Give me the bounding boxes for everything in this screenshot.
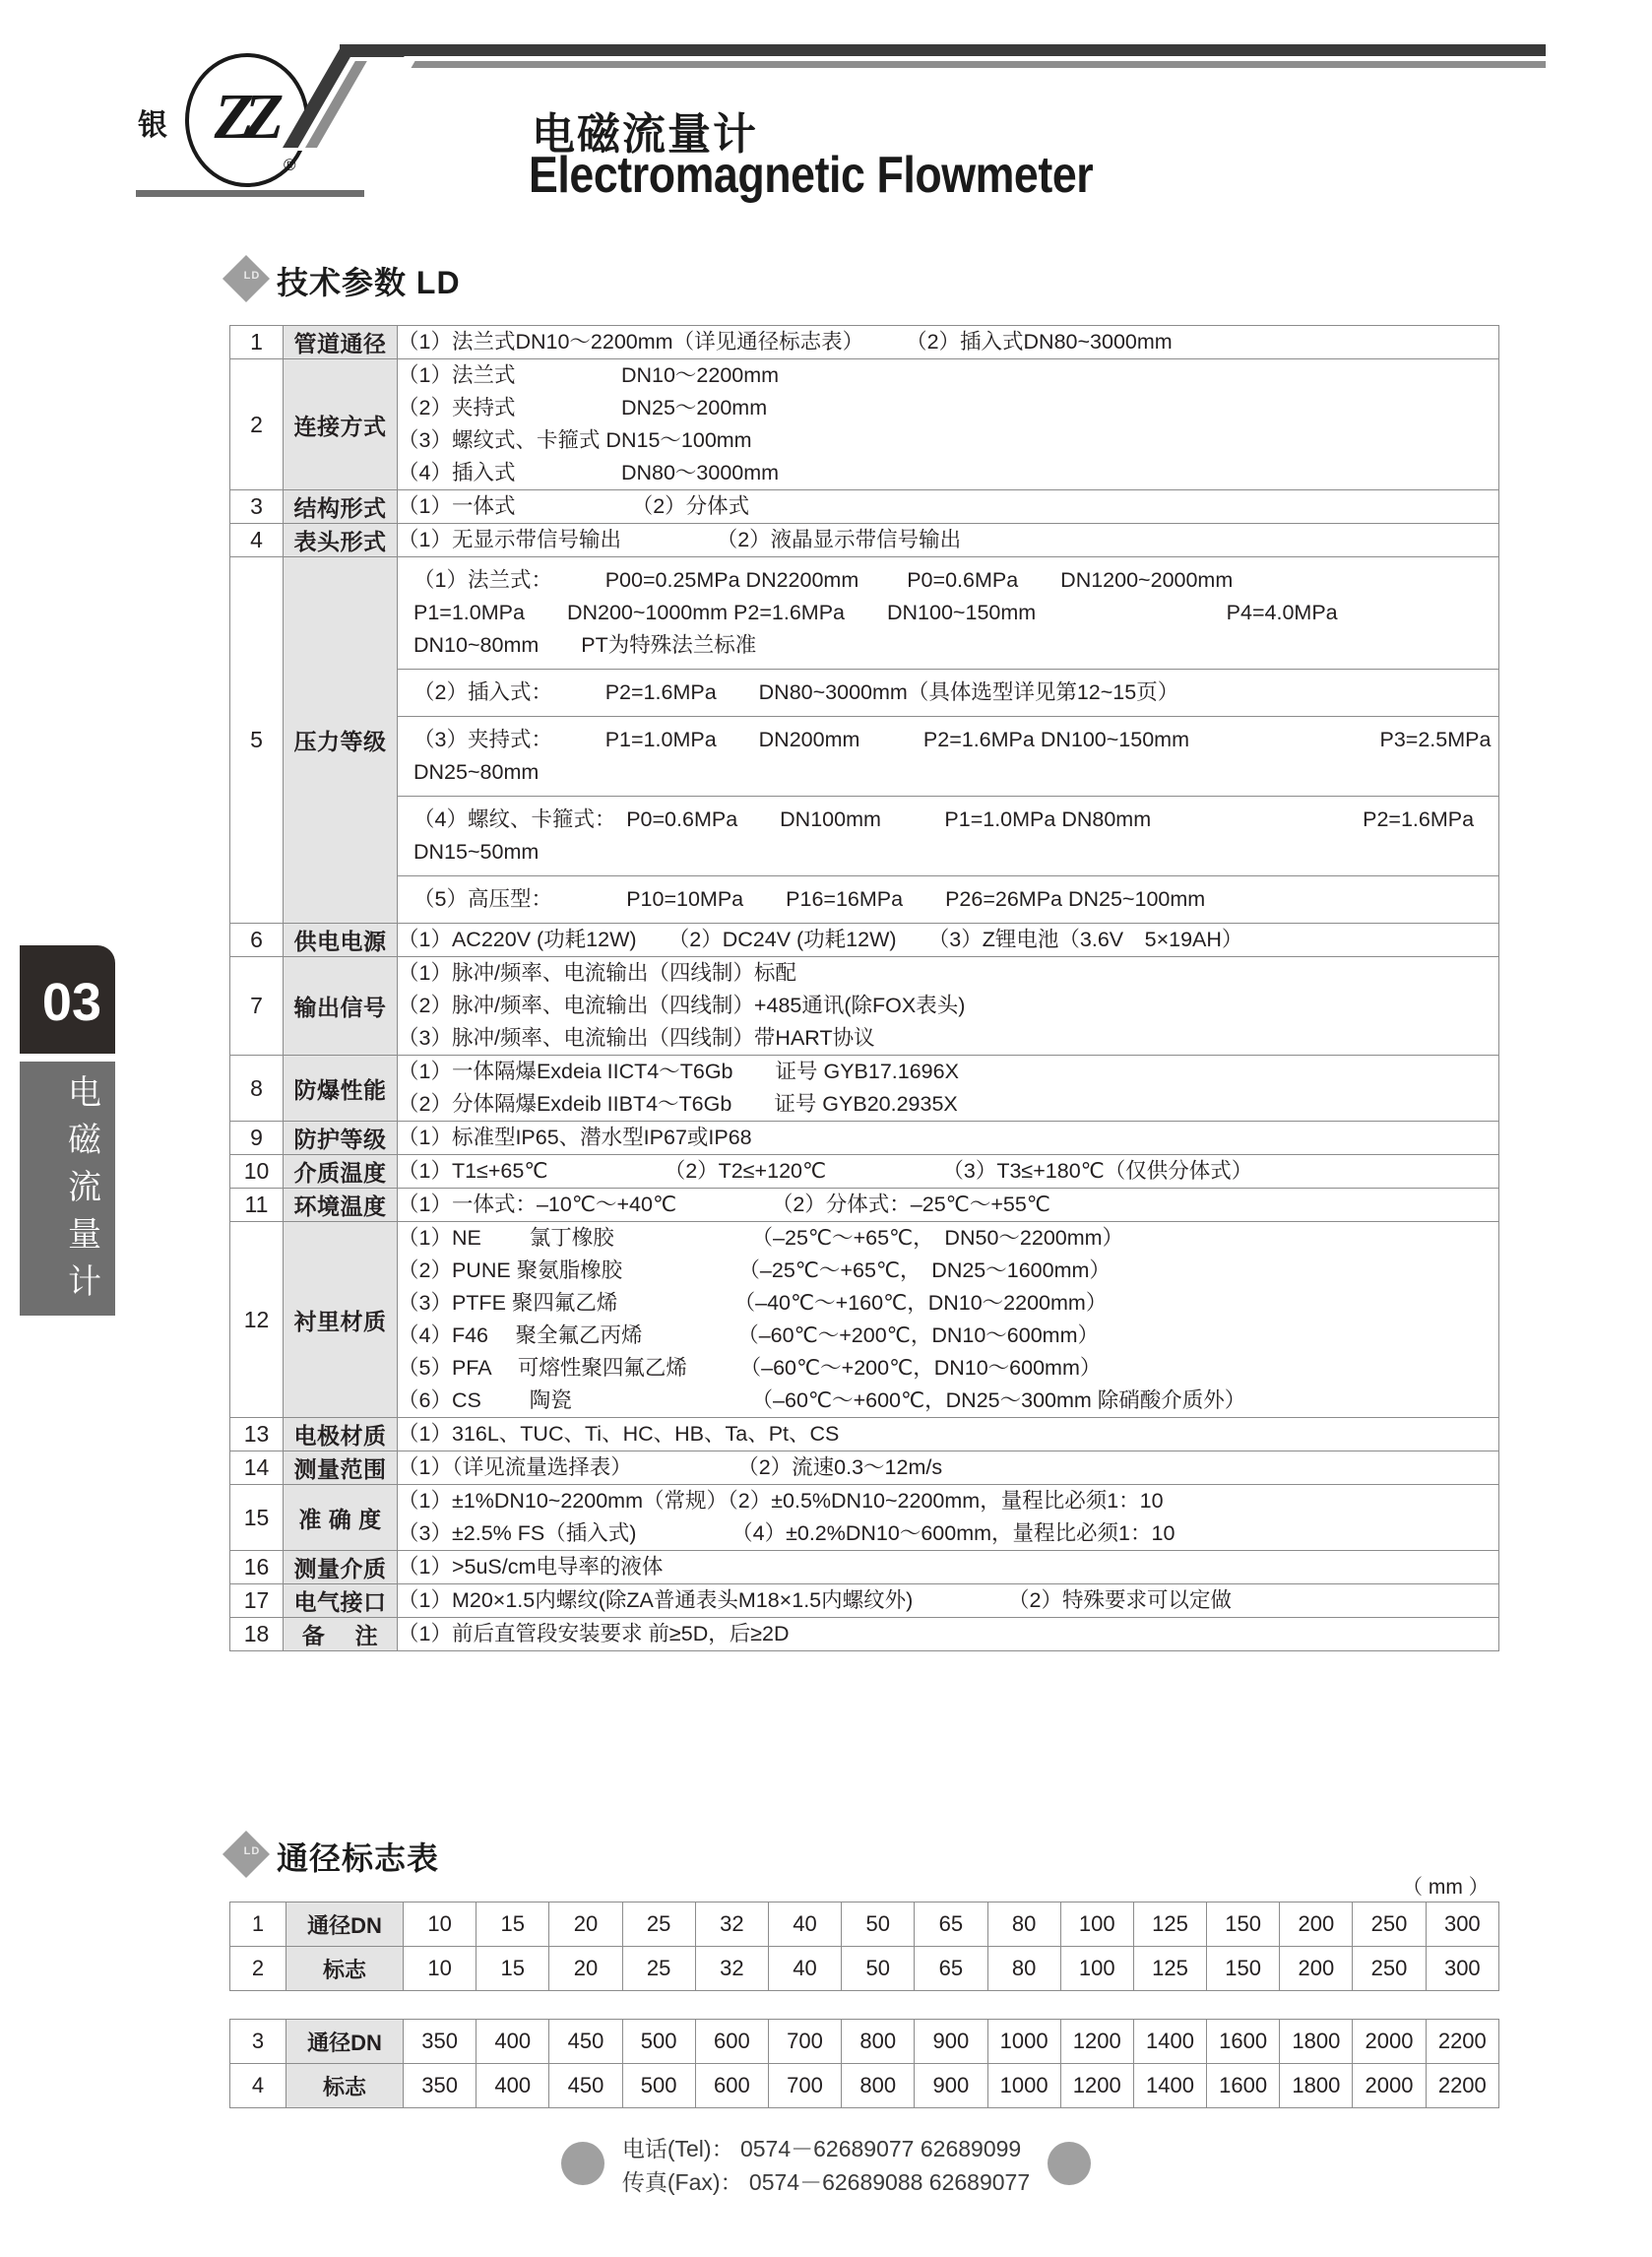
content-line: （1）法兰式： P00=0.25MPa DN2200mm P0=0.6MPa DN1200~2000mm — [413, 568, 1234, 592]
dn-cell: 700 — [768, 2020, 841, 2064]
dn-cell: 1600 — [1207, 2064, 1280, 2108]
dn-cell: 200 — [1280, 1947, 1353, 1991]
row-number: 13 — [230, 1418, 284, 1451]
row-label: 电气接口 — [284, 1584, 398, 1618]
sub-row — [398, 557, 1498, 670]
row-content — [398, 1189, 1499, 1222]
dn-table-group-a — [229, 1902, 1499, 1991]
row-label: 表头形式 — [284, 524, 398, 557]
content-line: （2）脉冲/频率、电流输出（四线制）+485通讯(除FOX表头) — [398, 994, 966, 1017]
page-title-english: Electromagnetic Flowmeter — [529, 147, 1094, 204]
row-label: 结构形式 — [284, 490, 398, 524]
dn-row-number: 4 — [230, 2064, 286, 2108]
sub-row — [398, 670, 1498, 717]
dn-cell: 80 — [987, 1947, 1060, 1991]
row-number: 1 — [230, 326, 284, 359]
dn-cell: 1400 — [1133, 2020, 1206, 2064]
content-line: （1）标准型IP65、潜水型IP67或IP68 — [398, 1126, 752, 1149]
row-label: 防护等级 — [284, 1122, 398, 1155]
dn-row-label: 标志 — [286, 1947, 404, 1991]
dn-cell: 25 — [622, 1902, 695, 1947]
dn-cell: 2000 — [1353, 2020, 1426, 2064]
dn-row-label: 通径DN — [286, 1902, 404, 1947]
dn-cell: 1800 — [1280, 2064, 1353, 2108]
row-number: 7 — [230, 957, 284, 1056]
row-content — [398, 557, 1534, 924]
content-line: （1）T1≤+65℃ （2）T2≤+120℃ （3）T3≤+180℃（仅供分体式） — [398, 1159, 1253, 1183]
content-line: P1=1.0MPa DN200~1000mm P2=1.6MPa DN100~150mm — [413, 568, 1424, 624]
dn-cell: 900 — [915, 2064, 987, 2108]
table-row — [230, 557, 1499, 924]
content-line: （2）分体隔爆Exdeib IIBT4～T6Gb 证号 GYB20.2935X — [398, 1092, 958, 1116]
content-line: （2）夹持式 DN25～200mm — [398, 396, 768, 419]
row-number: 2 — [230, 359, 284, 490]
content-line: （1）一体隔爆Exdeia IICT4～T6Gb 证号 GYB17.1696X — [398, 1060, 959, 1083]
row-content — [398, 1122, 1499, 1155]
dn-table-unit: （ mm ） — [1402, 1876, 1490, 1899]
content-line: P3=2.5MPa DN25~80mm — [413, 728, 1534, 784]
content-line: （1）无显示带信号输出 （2）液晶显示带信号输出 — [398, 528, 962, 551]
side-tab-number: 03 — [20, 945, 115, 1054]
sub-row-content — [398, 670, 1498, 717]
table-row — [230, 1056, 1499, 1122]
row-label: 连接方式 — [284, 359, 398, 490]
content-line: （3）±2.5% FS（插入式) （4）±0.2%DN10～600mm，量程比必须1：10 — [398, 1521, 1175, 1545]
dn-row — [230, 2020, 1499, 2064]
banner-bar-grey — [354, 61, 1546, 68]
content-line: （4）F46 聚全氟乙丙烯 （–60℃～+200℃，DN10～600mm） — [398, 1323, 1099, 1347]
dn-cell: 100 — [1060, 1947, 1133, 1991]
dn-cell: 350 — [404, 2020, 477, 2064]
footer-contact-block — [553, 2132, 1099, 2199]
side-tab-char-0: 电 — [68, 1074, 101, 1112]
table-row — [230, 957, 1499, 1056]
content-line: （6）CS 陶瓷 （–60℃～+600℃，DN25～300mm 除硝酸介质外） — [398, 1388, 1246, 1412]
dn-cell: 800 — [842, 2064, 915, 2108]
dn-cell: 1600 — [1207, 2020, 1280, 2064]
dn-cell: 80 — [987, 1902, 1060, 1947]
table-row — [230, 1418, 1499, 1451]
dn-cell: 300 — [1426, 1902, 1498, 1947]
row-label: 环境温度 — [284, 1189, 398, 1222]
row-number: 6 — [230, 924, 284, 957]
dn-row-label: 通径DN — [286, 2020, 404, 2064]
row-content — [398, 524, 1499, 557]
row-number: 8 — [230, 1056, 284, 1122]
section-title-dn: 通径标志表 — [277, 1840, 440, 1876]
content-line: （3）夹持式： P1=1.0MPa DN200mm P2=1.6MPa DN100~150mm — [413, 728, 1189, 751]
row-number: 9 — [230, 1122, 284, 1155]
row-label: 电极材质 — [284, 1418, 398, 1451]
row-label: 压力等级 — [284, 557, 398, 924]
row-number: 11 — [230, 1189, 284, 1222]
row-content — [398, 924, 1499, 957]
dn-cell: 1000 — [987, 2064, 1060, 2108]
row-number: 12 — [230, 1222, 284, 1418]
row-label: 输出信号 — [284, 957, 398, 1056]
sub-row-content — [398, 876, 1498, 924]
content-line: （3）脉冲/频率、电流输出（四线制）带HART协议 — [398, 1026, 875, 1050]
sub-row — [398, 797, 1498, 876]
dn-cell: 2000 — [1353, 2064, 1426, 2108]
sub-row-content — [398, 557, 1498, 670]
row-label: 管道通径 — [284, 326, 398, 359]
table-row — [230, 924, 1499, 957]
row-content — [398, 1618, 1499, 1651]
content-line: （1）脉冲/频率、电流输出（四线制）标配 — [398, 961, 796, 985]
content-line: （1）法兰式DN10～2200mm（详见通径标志表） （2）插入式DN80~3000mm — [398, 330, 1173, 354]
table-row — [230, 326, 1499, 359]
dn-cell: 15 — [477, 1947, 549, 1991]
row-content — [398, 1584, 1499, 1618]
dn-cell: 700 — [768, 2064, 841, 2108]
content-line: （1）±1%DN10~2200mm（常规）（2）±0.5%DN10~2200mm，量程比必须1：10 — [398, 1489, 1164, 1513]
page-title-chinese: 电磁流量计 — [532, 110, 758, 159]
footer-tel: 电话(Tel)： 0574－62689077 62689099 — [621, 2136, 1022, 2161]
footer-fax: 传真(Fax)： 0574－62689088 62689077 — [621, 2169, 1031, 2195]
footer-dot-right-icon — [1048, 2142, 1091, 2185]
dn-cell: 25 — [622, 1947, 695, 1991]
row-content — [398, 490, 1499, 524]
dn-cell: 10 — [404, 1947, 477, 1991]
dn-cell: 32 — [695, 1902, 768, 1947]
dn-cell: 1000 — [987, 2020, 1060, 2064]
diamond-label-2: LD — [243, 1845, 261, 1857]
row-label: 衬里材质 — [284, 1222, 398, 1418]
row-content — [398, 1485, 1499, 1551]
row-content — [398, 957, 1499, 1056]
dn-cell: 400 — [477, 2064, 549, 2108]
table-row — [230, 1485, 1499, 1551]
table-row — [230, 1189, 1499, 1222]
banner-bar-dark — [340, 44, 1546, 56]
dn-cell: 900 — [915, 2020, 987, 2064]
sub-row-content — [398, 717, 1534, 797]
table-row — [230, 524, 1499, 557]
table-row — [230, 1618, 1499, 1651]
dn-cell: 800 — [842, 2020, 915, 2064]
dn-cell: 2200 — [1426, 2020, 1498, 2064]
row-number: 16 — [230, 1551, 284, 1584]
row-label: 供电电源 — [284, 924, 398, 957]
section-title-specs: 技术参数 LD — [277, 265, 461, 300]
row-number: 3 — [230, 490, 284, 524]
table-row — [230, 1551, 1499, 1584]
table-row — [230, 490, 1499, 524]
dn-cell: 400 — [477, 2020, 549, 2064]
content-line: P2=1.6MPa DN15~50mm — [413, 807, 1517, 864]
dn-cell: 20 — [549, 1947, 622, 1991]
content-line: （4）螺纹、卡箍式： P0=0.6MPa DN100mm P1=1.0MPa DN80mm — [413, 807, 1152, 831]
dn-cell: 450 — [549, 2020, 622, 2064]
row-label: 介质温度 — [284, 1155, 398, 1189]
row-number: 18 — [230, 1618, 284, 1651]
diamond-label: LD — [243, 270, 261, 282]
dn-cell: 250 — [1353, 1902, 1426, 1947]
row-content — [398, 1056, 1499, 1122]
content-line: （5）高压型： P10=10MPa P16=16MPa P26=26MPa DN25~100mm — [413, 887, 1206, 911]
row-number: 4 — [230, 524, 284, 557]
sub-row-content — [398, 797, 1517, 876]
table-row — [230, 1122, 1499, 1155]
side-tab-char-1: 磁 — [68, 1122, 101, 1159]
content-line: （3）螺纹式、卡箍式 DN15～100mm — [398, 428, 752, 452]
row-number: 5 — [230, 557, 284, 924]
content-line: （1）NE 氯丁橡胶 （–25℃～+65℃， DN50～2200mm） — [398, 1226, 1124, 1250]
content-line: （1）>5uS/cm电导率的液体 — [398, 1555, 664, 1579]
side-tab-char-4: 计 — [68, 1263, 101, 1301]
content-line: （2）PUNE 聚氨脂橡胶 （–25℃～+65℃， DN25～1600mm） — [398, 1258, 1111, 1282]
dn-cell: 100 — [1060, 1902, 1133, 1947]
dn-cell: 10 — [404, 1902, 477, 1947]
specifications-table — [229, 325, 1534, 1651]
dn-cell: 2200 — [1426, 2064, 1498, 2108]
page-footer — [0, 2132, 1652, 2199]
dn-cell: 125 — [1133, 1902, 1206, 1947]
dn-cell: 1200 — [1060, 2020, 1133, 2064]
table-row — [230, 359, 1499, 490]
row-content — [398, 1155, 1499, 1189]
dn-cell: 125 — [1133, 1947, 1206, 1991]
table-row — [230, 1222, 1499, 1418]
row-label: 备 注 — [284, 1618, 398, 1651]
dn-cell: 250 — [1353, 1947, 1426, 1991]
dn-cell: 500 — [622, 2020, 695, 2064]
dn-row-number: 2 — [230, 1947, 286, 1991]
table-row — [230, 1584, 1499, 1618]
row-content — [398, 1451, 1499, 1485]
sub-row — [398, 876, 1498, 924]
dn-cell: 65 — [915, 1947, 987, 1991]
table-row — [230, 1451, 1499, 1485]
dn-cell: 150 — [1207, 1902, 1280, 1947]
dn-cell: 50 — [842, 1947, 915, 1991]
content-line: （5）PFA 可熔性聚四氟乙烯 （–60℃～+200℃，DN10～600mm） — [398, 1356, 1102, 1380]
dn-cell: 1800 — [1280, 2020, 1353, 2064]
table-row — [230, 1155, 1499, 1189]
dn-row — [230, 1947, 1499, 1991]
side-tab-char-3: 量 — [68, 1216, 101, 1254]
row-content — [398, 1222, 1499, 1418]
dn-cell: 15 — [477, 1902, 549, 1947]
dn-cell: 1200 — [1060, 2064, 1133, 2108]
dn-cell: 500 — [622, 2064, 695, 2108]
dn-row — [230, 1902, 1499, 1947]
row-number: 15 — [230, 1485, 284, 1551]
dn-cell: 65 — [915, 1902, 987, 1947]
dn-cell: 600 — [695, 2020, 768, 2064]
logo-monogram: ZZ — [214, 81, 275, 153]
content-line: （2）插入式： P2=1.6MPa DN80~3000mm（具体选型详见第12~15页） — [413, 680, 1179, 704]
row-number: 14 — [230, 1451, 284, 1485]
dn-cell: 600 — [695, 2064, 768, 2108]
content-line: （1）（详见流量选择表） （2）流速0.3～12m/s — [398, 1455, 943, 1479]
dn-cell: 450 — [549, 2064, 622, 2108]
registered-mark-icon: ® — [284, 156, 296, 174]
side-tab-char-2: 流 — [68, 1169, 101, 1206]
dn-table-group-b — [229, 2019, 1499, 2108]
dn-row-number: 1 — [230, 1902, 286, 1947]
dn-cell: 150 — [1207, 1947, 1280, 1991]
dn-cell: 200 — [1280, 1902, 1353, 1947]
sub-row — [398, 717, 1498, 797]
row-label: 防爆性能 — [284, 1056, 398, 1122]
dn-cell: 50 — [842, 1902, 915, 1947]
row-content — [398, 326, 1499, 359]
content-line: （1）316L、TUC、Ti、HC、HB、Ta、Pt、CS — [398, 1422, 840, 1446]
content-line: （1）AC220V (功耗12W) （2）DC24V (功耗12W) （3）Z锂电池（3.6V 5×19AH） — [398, 928, 1243, 951]
row-label: 测量范围 — [284, 1451, 398, 1485]
row-number: 10 — [230, 1155, 284, 1189]
logo-char-left: 银 — [138, 109, 167, 142]
content-line: （1）一体式 （2）分体式 — [398, 494, 750, 518]
dn-cell: 40 — [768, 1902, 841, 1947]
row-content — [398, 359, 1499, 490]
row-label: 测量介质 — [284, 1551, 398, 1584]
dn-cell: 1400 — [1133, 2064, 1206, 2108]
content-line: （1）M20×1.5内螺纹(除ZA普通表头M18×1.5内螺纹外) （2）特殊要求可以定做 — [398, 1588, 1232, 1612]
logo-underline — [136, 190, 364, 197]
dn-cell: 40 — [768, 1947, 841, 1991]
dn-row-number: 3 — [230, 2020, 286, 2064]
content-line: （1）一体式：–10℃～+40℃ （2）分体式：–25℃～+55℃ — [398, 1193, 1050, 1216]
row-number: 17 — [230, 1584, 284, 1618]
content-line: （3）PTFE 聚四氟乙烯 （–40℃～+160℃，DN10～2200mm） — [398, 1291, 1108, 1315]
row-content — [398, 1418, 1499, 1451]
dn-cell: 300 — [1426, 1947, 1498, 1991]
content-line: （1）法兰式 DN10～2200mm — [398, 363, 780, 387]
row-content — [398, 1551, 1499, 1584]
dn-cell: 20 — [549, 1902, 622, 1947]
dn-cell: 32 — [695, 1947, 768, 1991]
content-line: （1）前后直管段安装要求 前≥5D，后≥2D — [398, 1622, 790, 1645]
side-tab-label — [20, 1062, 115, 1316]
content-line: P4=4.0MPa DN10~80mm PT为特殊法兰标准 — [413, 601, 1380, 657]
dn-cell: 350 — [404, 2064, 477, 2108]
dn-row-label: 标志 — [286, 2064, 404, 2108]
footer-dot-left-icon — [561, 2142, 604, 2185]
dn-row — [230, 2064, 1499, 2108]
row-label: 准 确 度 — [284, 1485, 398, 1551]
page-header — [0, 0, 1652, 226]
content-line: （4）插入式 DN80～3000mm — [398, 461, 780, 484]
